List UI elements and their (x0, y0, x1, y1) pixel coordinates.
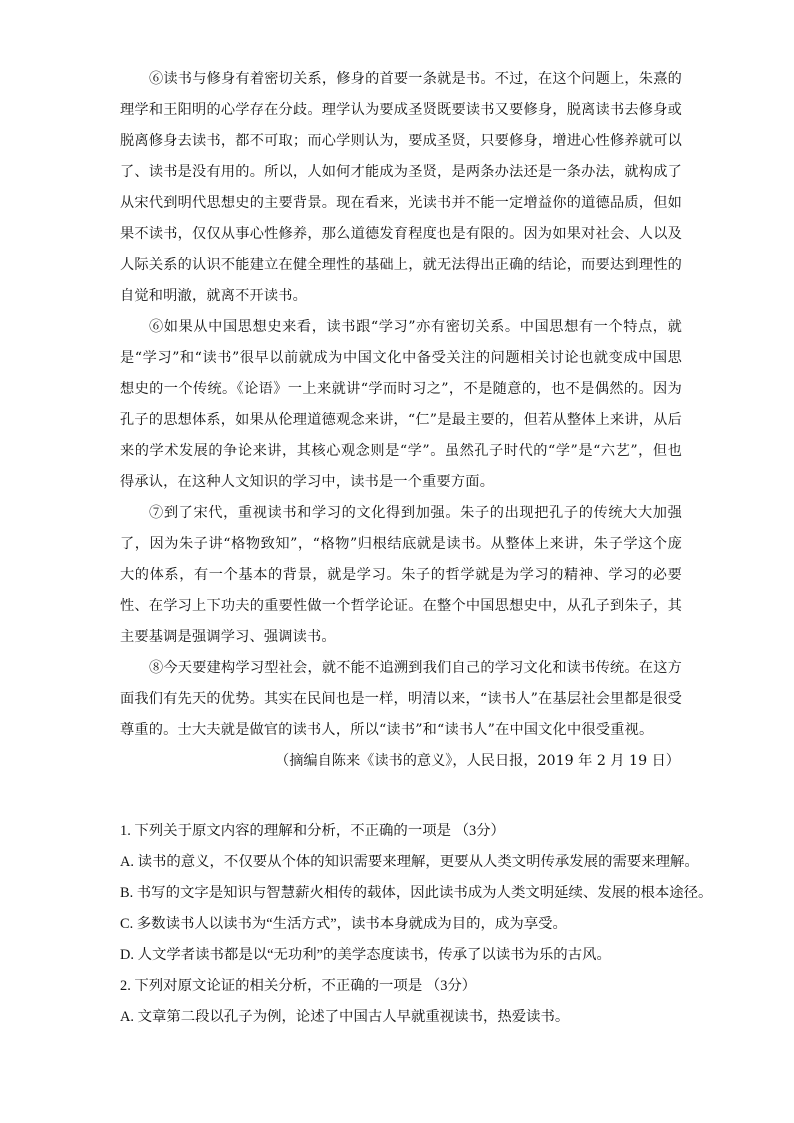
answer-option[interactable]: C. 多数读书人以读书为“生活方式”，读书本身就成为目的，成为享受。 (120, 916, 567, 932)
source-citation: （摘编自陈来《读书的意义》，人民日报，2019 年 2 月 19 日） (275, 753, 680, 769)
passage (120, 64, 682, 777)
answer-option[interactable]: A. 读书的意义，不仅要从个体的知识需要来理解，更要从人类文明传承发展的需要来理解。 (120, 854, 699, 870)
passage-paragraph: ⑦到了宋代，重视读书和学习的文化得到加强。朱子的出现把孔子的传统大大加强了，因为朱子讲“格物致知”，“格物”归根结底就是读书。从整体上来讲，朱子学这个庞大的体系，有一个基本的背景，就是学习。朱子的哲学就是为学习的精神、学习的必要性、在学习上下功夫的重要性做一个哲学论证。在整个中国思想史中，从孔子到朱子，其主要基调是强调学习、强调读书。 (120, 505, 682, 645)
answer-option[interactable]: D. 人文学者读书都是以“无功利”的美学态度读书，传承了以读书为乐的古风。 (120, 947, 611, 963)
answer-option[interactable]: B. 书写的文字是知识与智慧薪火相传的载体，因此读书成为人类文明延续、发展的根本途径。 (120, 885, 713, 901)
passage-paragraph: ⑧今天要建构学习型社会，就不能不追溯到我们自己的学习文化和读书传统。在这方面我们有先天的优势。其实在民间也是一样，明清以来，“读书人”在基层社会里都是很受尊重的。士大夫就是做官的读书人，所以“读书”和“读书人”在中国文化中很受重视。 (120, 660, 682, 738)
question-stem: 1. 下列关于原文内容的理解和分析，不正确的一项是 （3分） (120, 823, 505, 839)
question-list (120, 816, 713, 1033)
passage-paragraph: ⑥读书与修身有着密切关系，修身的首要一条就是书。不过，在这个问题上，朱熹的理学和王阳明的心学存在分歧。理学认为要成圣贤既要读书又要修身，脱离读书去修身或脱离修身去读书，都不可取；而心学则认为，要成圣贤，只要修身，增进心性修养就可以了、读书是没有用的。所以，人如何才能成为圣贤，是两条办法还是一条办法，就构成了从宋代到明代思想史的主要背景。现在看来，光读书并不能一定增益你的道德品质，但如果不读书，仅仅从事心性修养，那么道德发育程度也是有限的。因为如果对社会、人以及人际关系的认识不能建立在健全理性的基础上，就无法得出正确的结论，而要达到理性的自觉和明澈，就离不开读书。 (120, 71, 682, 304)
answer-option[interactable]: A. 文章第二段以孔子为例，论述了中国古人早就重视读书，热爱读书。 (120, 1009, 570, 1025)
passage-paragraph: ⑥如果从中国思想史来看，读书跟“学习”亦有密切关系。中国思想有一个特点，就是“学习”和“读书”很早以前就成为中国文化中备受关注的问题相关讨论也就变成中国思想史的一个传统。《论语》一上来就讲“学而时习之”，不是随意的，也不是偶然的。因为孔子的思想体系，如果从伦理道德观念来讲，“仁”是最主要的，但若从整体上来讲，从后来的学术发展的争论来讲，其核心观念则是“学”。虽然孔子时代的“学”是“六艺”，但也得承认，在这种人文知识的学习中，读书是一个重要方面。 (120, 319, 682, 490)
question-stem: 2. 下列对原文论证的相关分析，不正确的一项是 （3分） (120, 978, 477, 994)
